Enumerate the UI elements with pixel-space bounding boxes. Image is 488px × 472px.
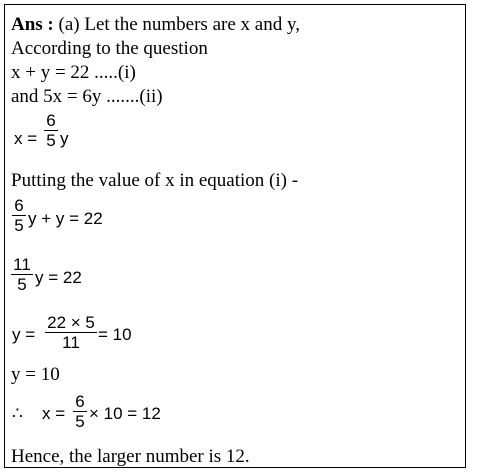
step2-fraction <box>12 196 26 235</box>
according-text: According to the question <box>11 38 208 59</box>
step4-numerator: 22 × 5 <box>47 313 95 332</box>
answer-intro-line <box>11 14 300 36</box>
equation-1: x + y = 22 .....(i) <box>11 62 136 83</box>
step4-denominator: 11 <box>62 333 80 352</box>
step4-lhs: y = <box>12 325 36 344</box>
equation-2: and 5x = 6y .......(ii) <box>11 86 163 107</box>
answer-label: Ans : <box>11 14 54 35</box>
step2-numerator: 6 <box>14 196 24 215</box>
step6-fraction <box>73 392 87 431</box>
step3-denominator: 5 <box>17 275 27 294</box>
step6-numerator: 6 <box>75 392 85 411</box>
putting-text: Putting the value of x in equation (i) - <box>11 170 299 191</box>
step6-rhs: × 10 = 12 <box>89 404 161 423</box>
step1-denominator: 5 <box>46 131 56 150</box>
step2-denominator: 5 <box>14 216 24 235</box>
step1-fraction <box>44 111 58 150</box>
step3-fraction <box>11 255 33 294</box>
step5-result: y = 10 <box>11 364 60 385</box>
step1-lhs: x = <box>14 129 38 148</box>
conclusion-text: Hence, the larger number is 12. <box>11 446 250 467</box>
step1-numerator: 6 <box>46 111 56 130</box>
step6-denominator: 5 <box>75 412 85 431</box>
answer-intro: (a) Let the numbers are x and y, <box>58 14 300 35</box>
step4-fraction <box>45 313 97 352</box>
step1-rhs: y <box>60 129 69 148</box>
step6-lhs: x = <box>42 404 66 423</box>
step3-numerator: 11 <box>13 255 31 274</box>
step4-rhs: = 10 <box>98 325 132 344</box>
step3-rhs: y = 22 <box>35 268 82 287</box>
step2-rhs: y + y = 22 <box>28 209 103 228</box>
therefore-symbol: ∴ <box>12 404 23 423</box>
